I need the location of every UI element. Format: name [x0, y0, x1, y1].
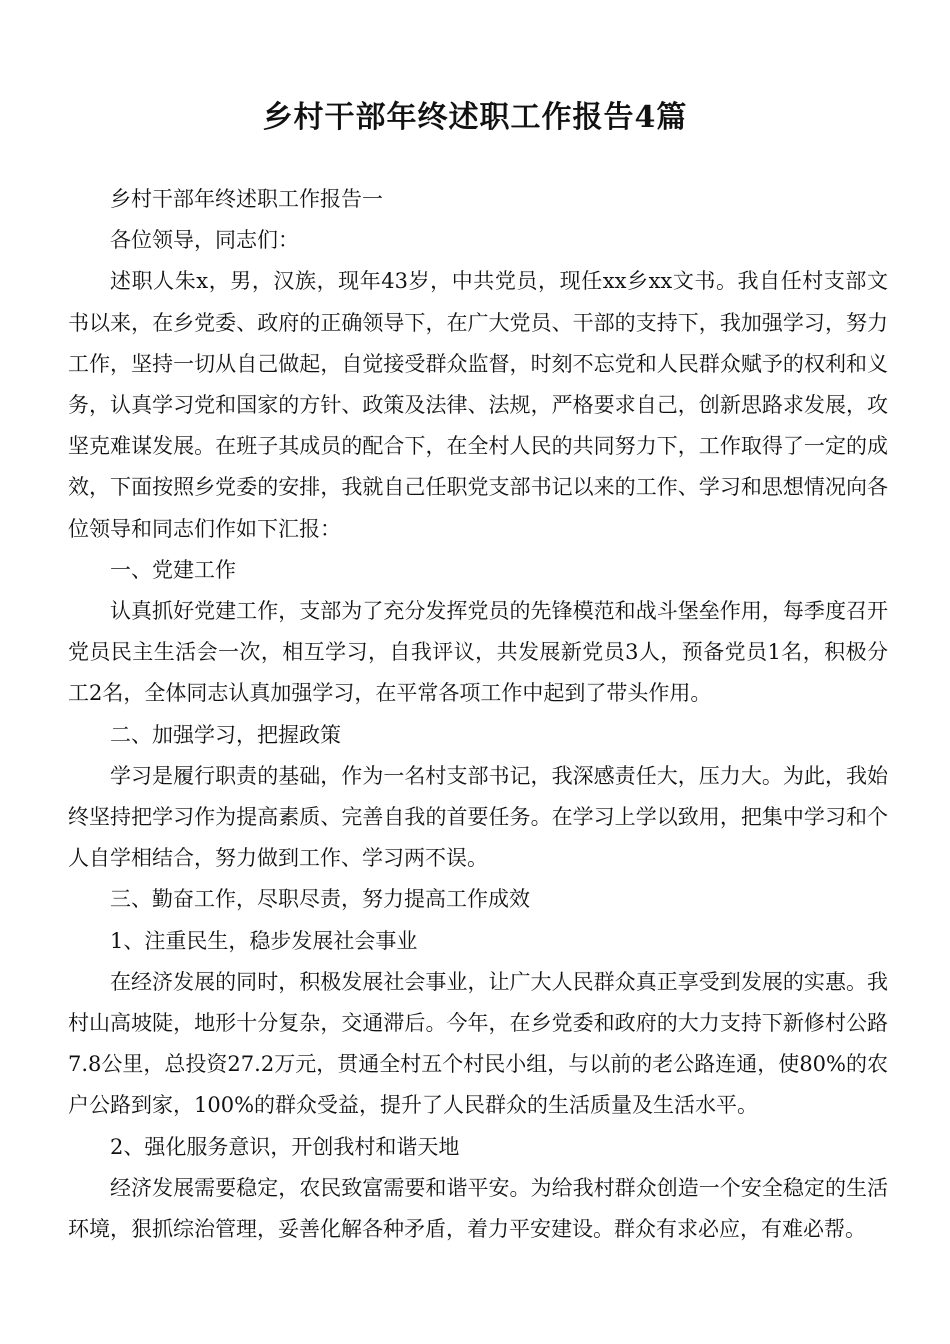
paragraph-livelihood: 在经济发展的同时，积极发展社会事业，让广大人民群众真正享受到发展的实惠。我村山高坡陡，地形十分复杂，交通滞后。今年，在乡党委和政府的大力支持下新修村公路7.8公里，总投资27.2万元，贯通全村五个村民小组，与以前的老公路连通，使80%的农户公路到家，100%的群众受益，提升了人民群众的生活质量及生活水平。 — [68, 969, 888, 1118]
subsection-heading-service: 2、强化服务意识，开创我村和谐天地 — [110, 1134, 460, 1159]
paragraph-party-building: 认真抓好党建工作，支部为了充分发挥党员的先锋模范和战斗堡垒作用，每季度召开党员民主生活会一次，相互学习，自我评议，共发展新党员3人，预备党员1名，积极分工2名，全体同志认真加强学习，在平常各项工作中起到了带头作用。 — [68, 599, 888, 706]
document-body — [68, 179, 888, 1250]
section-heading-party-building: 一、党建工作 — [110, 557, 236, 582]
section-heading-study: 二、加强学习，把握政策 — [110, 722, 341, 747]
paragraph-salutation: 各位领导，同志们： — [110, 228, 299, 253]
subsection-heading-livelihood: 1、注重民生，稳步发展社会事业 — [110, 928, 418, 953]
paragraph-service: 经济发展需要稳定，农民致富需要和谐平安。为给我村群众创造一个安全稳定的生活环境，狠抓综治管理，妥善化解各种矛盾，着力平安建设。群众有求必应，有难必帮。 — [68, 1175, 888, 1242]
document-title: 乡村干部年终述职工作报告4篇 — [262, 100, 688, 135]
paragraph-introduction: 述职人朱x，男，汉族，现年43岁，中共党员，现任xx乡xx文书。我自任村支部文书以来，在乡党委、政府的正确领导下，在广大党员、干部的支持下，我加强学习，努力工作，坚持一切从自己做起，自觉接受群众监督，时刻不忘党和人民群众赋予的权利和义务，认真学习党和国家的方针、政策及法律、法规，严格要求自己，创新思路求发展，攻坚克难谋发展。在班子其成员的配合下，在全村人民的共同努力下，工作取得了一定的成效，下面按照乡党委的安排，我就自己任职党支部书记以来的工作、学习和思想情况向各位领导和同志们作如下汇报： — [68, 269, 888, 541]
paragraph-report-heading: 乡村干部年终述职工作报告一 — [110, 187, 383, 211]
section-heading-work: 三、勤奋工作，尽职尽责，努力提高工作成效 — [110, 887, 530, 912]
paragraph-study: 学习是履行职责的基础，作为一名村支部书记，我深感责任大，压力大。为此，我始终坚持把学习作为提高素质、完善自我的首要任务。在学习上学以致用，把集中学习和个人自学相结合，努力做到工作、学习两不误。 — [68, 763, 888, 871]
